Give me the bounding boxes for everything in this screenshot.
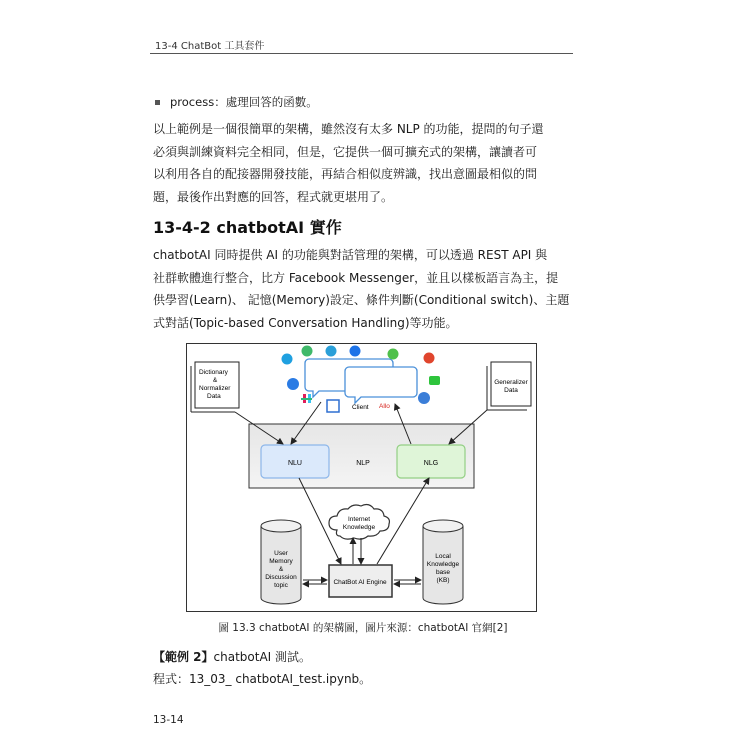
signal-icon bbox=[287, 378, 299, 390]
dictionary-line: Data bbox=[207, 393, 221, 400]
local-kb-line: Knowledge bbox=[426, 561, 460, 568]
local-kb-line: base bbox=[435, 569, 451, 576]
paragraph-chatbotai bbox=[153, 244, 573, 334]
example-label: 【範例 2】 bbox=[153, 650, 214, 664]
user-memory-line: Memory bbox=[269, 558, 293, 565]
google-plus-icon bbox=[424, 353, 435, 364]
example-text: chatbotAI 測試。 bbox=[213, 650, 312, 664]
internet-line: Internet bbox=[347, 516, 371, 523]
figure-caption: 圖 13.3 chatbotAI 的架構圖，圖片來源：chatbotAI 官網[2] bbox=[218, 622, 508, 634]
generalizer-line: Generalizer bbox=[494, 379, 528, 386]
chat-bubbles bbox=[305, 359, 417, 403]
paragraph-line: 題，最後作出對應的回答，程式就更堪用了。 bbox=[153, 189, 394, 204]
local-kb-line: Local bbox=[435, 553, 451, 560]
paragraph-line: 以上範例是一個很簡單的架構，雖然沒有太多 NLP 的功能，提問的句子還 bbox=[153, 122, 544, 136]
slack-icon bbox=[301, 394, 312, 403]
nlp-label: NLP bbox=[356, 460, 370, 467]
user-memory-line: & bbox=[278, 566, 284, 573]
messenger-circle-icon bbox=[350, 346, 361, 357]
nlu-label: NLU bbox=[287, 460, 303, 467]
paragraph-line: 式對話(Topic-based Conversation Handling)等功能。 bbox=[153, 315, 458, 330]
paragraph-intro bbox=[153, 118, 573, 208]
local-kb-cylinder bbox=[423, 520, 463, 604]
section-title: 13-4-2 chatbotAI 實作 bbox=[153, 218, 342, 237]
running-header: 13-4 ChatBot 工具套件 bbox=[155, 41, 265, 52]
user-memory-line: Discussion bbox=[265, 574, 297, 581]
facebook-messenger-icon bbox=[418, 392, 430, 404]
user-memory-line: User bbox=[274, 550, 288, 557]
program-filename: 程式：13_03_ chatbotAI_test.ipynb。 bbox=[153, 672, 372, 686]
dictionary-line: & bbox=[212, 377, 218, 384]
paragraph-line: 供學習(Learn)、 記憶(Memory)設定、條件判斷(Conditional switch)、主題 bbox=[153, 293, 570, 307]
nlg-label: NLG bbox=[423, 460, 439, 467]
paragraph-line: 必須與訓練資料完全相同，但是，它提供一個可擴充式的架構，讓讀者可 bbox=[153, 144, 538, 159]
user-memory-cylinder bbox=[261, 520, 301, 604]
paragraph-line: 社群軟體進行整合，比方 Facebook Messenger，並且以樣板語言為主，提 bbox=[153, 270, 559, 285]
dictionary-data-box bbox=[191, 362, 239, 412]
skype-icon bbox=[282, 354, 293, 365]
paragraph-line: 以利用各自的配接器開發技能，再結合相似度辨識，找出意圖最相似的問 bbox=[153, 167, 538, 181]
dictionary-line: Normalizer bbox=[199, 385, 231, 392]
wechat-circle-icon bbox=[388, 349, 399, 360]
bullet-item bbox=[155, 94, 318, 110]
engine-label: ChatBot AI Engine bbox=[333, 579, 387, 586]
architecture-diagram bbox=[187, 344, 536, 611]
user-memory-line: topic bbox=[274, 582, 288, 589]
client-label: Client bbox=[352, 404, 369, 411]
telegram-icon bbox=[326, 346, 337, 357]
bullet-text: process：處理回答的函數。 bbox=[170, 95, 318, 109]
internet-line: Knowledge bbox=[342, 524, 376, 531]
dictionary-line: Dictionary bbox=[199, 369, 228, 376]
page-number: 13-14 bbox=[153, 714, 184, 726]
wechat-icon bbox=[429, 376, 440, 385]
local-kb-line: (KB) bbox=[436, 577, 450, 584]
allo-label: Allo bbox=[379, 403, 390, 410]
architecture-figure bbox=[186, 343, 537, 612]
header-rule bbox=[150, 53, 573, 54]
kik-icon bbox=[327, 400, 339, 412]
generalizer-data-box bbox=[487, 362, 531, 410]
generalizer-line: Data bbox=[504, 387, 518, 394]
paragraph-line: chatbotAI 同時提供 AI 的功能與對話管理的架構，可以透過 REST API 與 bbox=[153, 248, 548, 262]
bullet-square-icon bbox=[155, 100, 160, 105]
example-heading bbox=[153, 648, 311, 665]
hangouts-icon bbox=[302, 346, 313, 357]
